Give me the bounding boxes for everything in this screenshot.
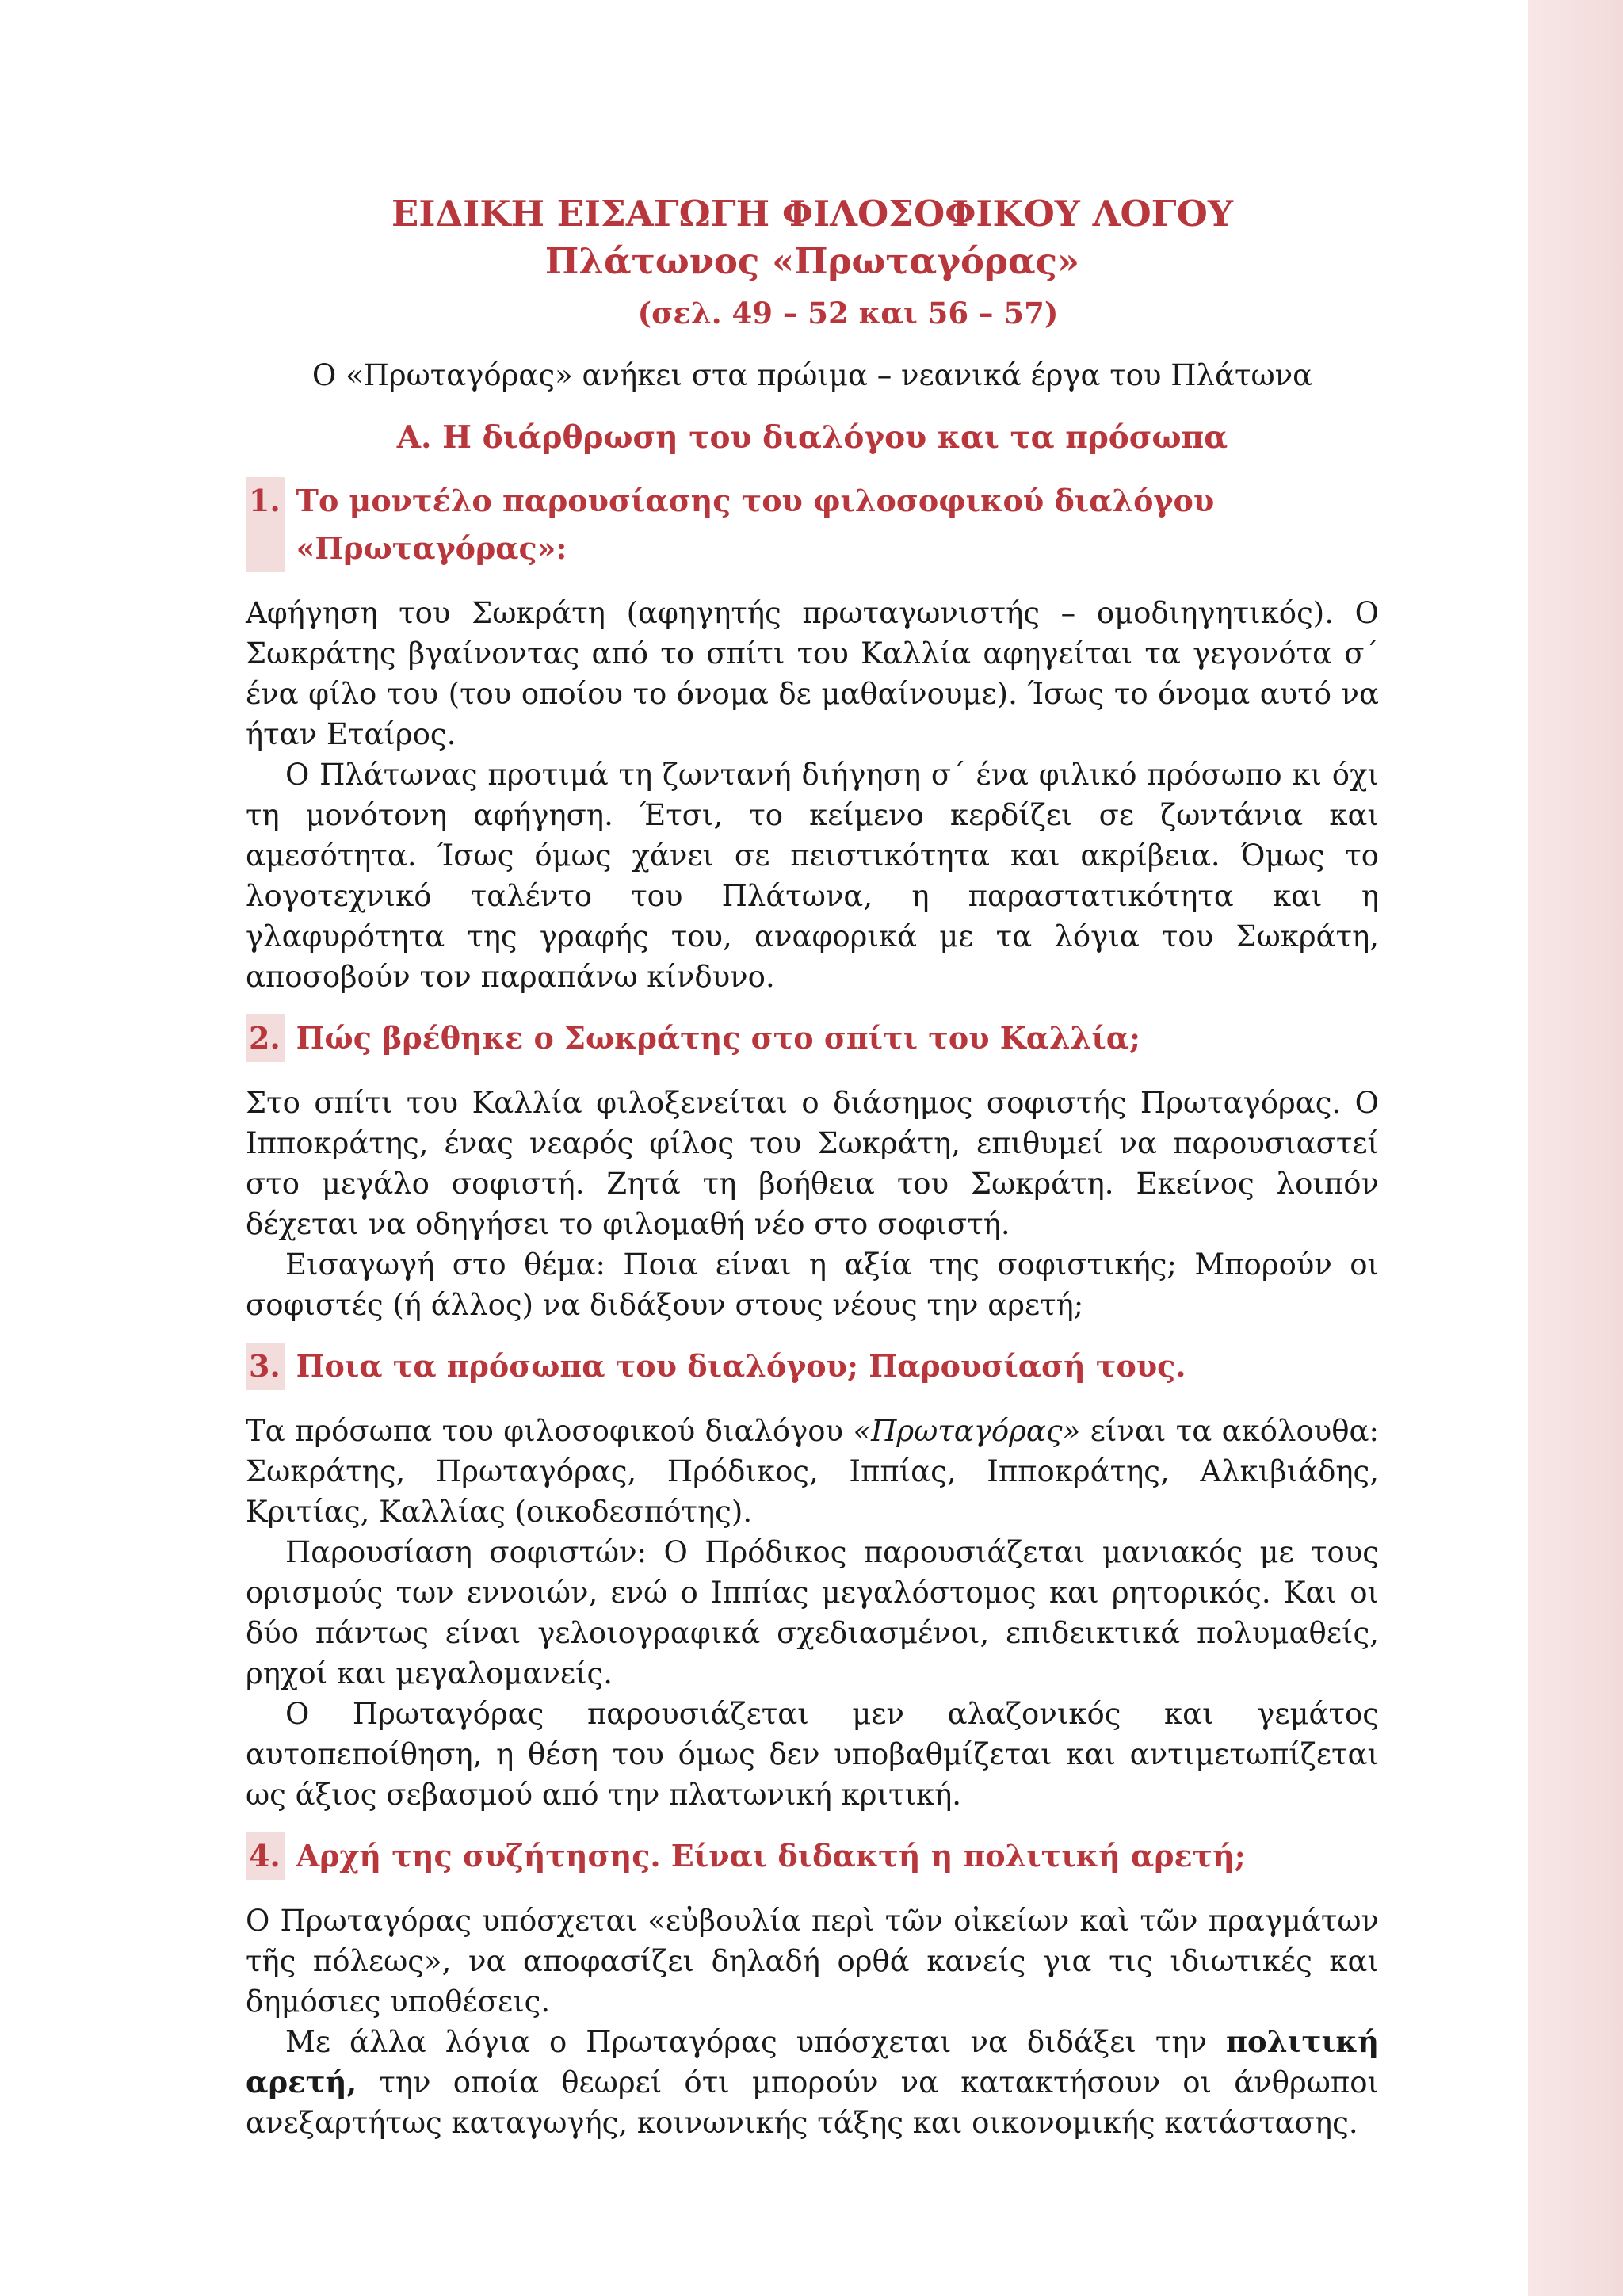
text-run: είναι τα ακόλουθα: Σωκράτης, Πρωταγόρας, Πρόδικος, Ιππίας, Ιπποκράτης, Αλκιβιάδης, Κριτίας, Καλλίας (οικοδεσπότης). bbox=[246, 1414, 1379, 1529]
paragraph: Ο Πρωταγόρας υπόσχεται «εὐβουλία περὶ τῶν οἰκείων καὶ τῶν πραγμάτων τῆς πόλεως», να αποφασίζει δηλαδή ορθά κανείς για τις ιδιωτικές και δημόσιες υποθέσεις. bbox=[246, 1904, 1379, 2019]
text-run: την οποία θεωρεί ότι μπορούν να κατακτήσουν οι άνθρωποι ανεξαρτήτως καταγωγής, κοινωνικής τάξης και οικονομικής κατάστασης. bbox=[246, 2065, 1379, 2140]
section-number: 2. bbox=[246, 1014, 285, 1062]
section-heading bbox=[246, 1014, 1379, 1062]
paragraph: Εισαγωγή στο θέμα: Ποια είναι η αξία της σοφιστικής; Μπορούν οι σοφιστές (ή άλλος) να διδάξουν στους νέους την αρετή; bbox=[246, 1247, 1379, 1322]
paragraph: Αφήγηση του Σωκράτη (αφηγητής πρωταγωνιστής – ομοδιηγητικός). Ο Σωκράτης βγαίνοντας από το σπίτι του Καλλία αφηγείται τα γεγονότα σ΄ ένα φίλο του (του οποίου το όνομα δε μαθαίνουμε). Ίσως το όνομα αυτό να ήταν Εταίρος. bbox=[246, 596, 1379, 751]
text-run: Με άλλα λόγια ο Πρωταγόρας υπόσχεται να διδάξει την bbox=[285, 2025, 1226, 2059]
section-title: Αρχή της συζήτησης. Είναι διδακτή η πολιτική αρετή; bbox=[296, 1838, 1246, 1874]
section-heading bbox=[246, 1832, 1379, 1880]
section-number: 4. bbox=[246, 1832, 285, 1880]
paragraph: Παρουσίαση σοφιστών: Ο Πρόδικος παρουσιάζεται μανιακός με τους ορισμούς των εννοιών, ενώ ο Ιππίας μεγαλόστομος και ρητορικός. Και οι δύο πάντως είναι γελοιογραφικά σχεδιασμένοι, επιδεικτικά πολυμαθείς, ρηχοί και μεγαλομανείς. bbox=[246, 1535, 1379, 1690]
section-heading bbox=[246, 1343, 1379, 1390]
paragraph: Ο Πρωταγόρας παρουσιάζεται μεν αλαζονικός και γεμάτος αυτοπεποίθηση, η θέση του όμως δεν υποβαθμίζεται και αντιμετωπίζεται ως άξιος σεβασμού από την πλατωνική κριτική. bbox=[246, 1697, 1379, 1812]
text-run: Τα πρόσωπα του φιλοσοφικού διαλόγου bbox=[246, 1414, 854, 1448]
section-title: Πώς βρέθηκε ο Σωκράτης στο σπίτι του Καλλία; bbox=[296, 1020, 1140, 1056]
section-4 bbox=[246, 1832, 1379, 2143]
part-heading: Α. Η διάρθρωση του διαλόγου και τα πρόσωπα bbox=[396, 419, 1228, 456]
italic-title: «Πρωταγόρας» bbox=[853, 1414, 1081, 1448]
paragraph: Ο Πλάτωνας προτιμά τη ζωντανή διήγηση σ΄ ένα φιλικό πρόσωπο κι όχι τη μονότονη αφήγηση. Έτσι, το κείμενο κερδίζει σε ζωντάνια και αμεσότητα. Ίσως όμως χάνει σε πειστικότητα και ακρίβεια. Όμως το λογοτεχνικό ταλέντο του Πλάτωνα, η παραστατικότητα και η γλαφυρότητα της γραφής του, αναφορικά με τα λόγια του Σωκράτη, αποσοβούν τον παραπάνω κίνδυνο. bbox=[246, 758, 1379, 994]
paragraph bbox=[246, 2022, 1379, 2143]
section-heading bbox=[246, 477, 1379, 572]
page-range: (σελ. 49 – 52 και 56 – 57) bbox=[637, 296, 1059, 330]
section-title: Ποια τα πρόσωπα του διαλόγου; Παρουσίασή τους. bbox=[296, 1348, 1186, 1384]
document-subtitle: Πλάτωνος «Πρωταγόρας» bbox=[544, 240, 1080, 282]
paragraph bbox=[246, 1411, 1379, 1532]
intro-line: Ο «Πρωταγόρας» ανήκει στα πρώιμα – νεανικά έργα του Πλάτωνα bbox=[311, 358, 1313, 392]
section-number: 3. bbox=[246, 1343, 285, 1390]
section-number: 1. bbox=[246, 477, 285, 572]
section-title: Το μοντέλο παρουσίασης του φιλοσοφικού διαλόγου «Πρωταγόρας»: bbox=[296, 483, 1215, 566]
section-3 bbox=[246, 1343, 1379, 1815]
document-title: ΕΙΔΙΚΗ ΕΙΣΑΓΩΓΗ ΦΙΛΟΣΟΦΙΚΟΥ ΛΟΓΟΥ bbox=[391, 193, 1233, 235]
section-2 bbox=[246, 1014, 1379, 1325]
paragraph: Στο σπίτι του Καλλία φιλοξενείται ο διάσημος σοφιστής Πρωταγόρας. Ο Ιπποκράτης, ένας νεαρός φίλος του Σωκράτη, επιθυμεί να παρουσιαστεί στο μεγάλο σοφιστή. Ζητά τη βοήθεια του Σωκράτη. Εκείνος λοιπόν δέχεται να οδηγήσει το φιλομαθή νέο στο σοφιστή. bbox=[246, 1086, 1379, 1241]
document-page bbox=[246, 190, 1379, 2143]
bold-term: πολιτική αρετή, bbox=[246, 2024, 1379, 2099]
section-1 bbox=[246, 477, 1379, 997]
page-margin-strip bbox=[1528, 0, 1623, 2296]
